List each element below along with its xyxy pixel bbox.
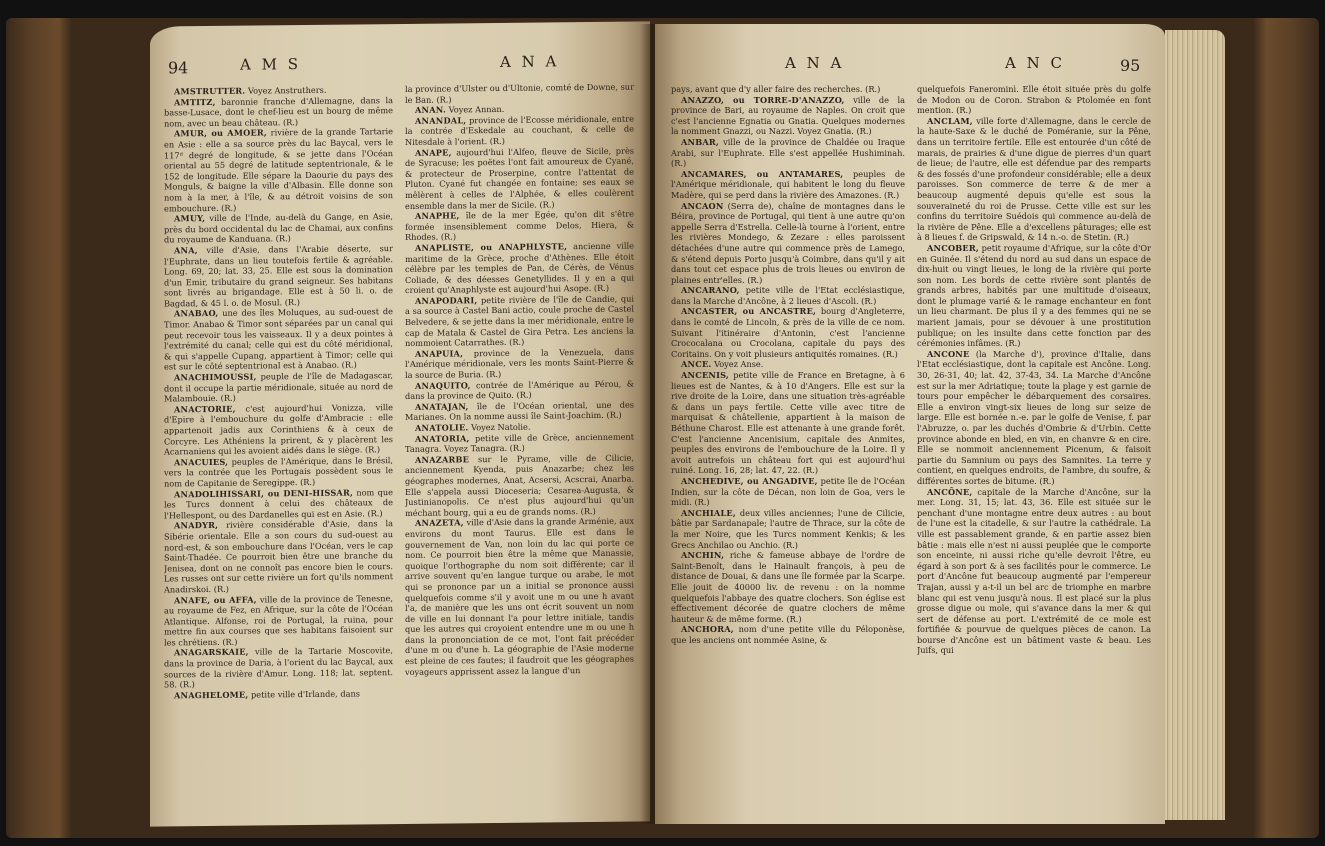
left-page-header: [150, 51, 650, 82]
entry-headword: ANATOLIE.: [415, 422, 469, 433]
dictionary-entry: [405, 516, 634, 677]
dictionary-entry: [671, 84, 905, 95]
entry-text: Voyez Anse.: [714, 359, 764, 370]
dictionary-entry: [405, 145, 634, 211]
entry-headword: ANAGARSKAIE,: [174, 647, 249, 658]
entry-text: ville d'Asie dans la grande Arménie, aux environs du mont Taurus. Elle est dans le gouvernement de Van, non loin du lac qui porte ce nom. Ce pourroit bien être la même que Manassie, quoique l'orthographe du nom soit différente; car il arrive souvent qu'en langue turque ou arabe, le mot qui se prononce par un a initial se prononce aussi quelquefois comme s'il y avoit une m ou une h avant l'a, de manière que les uns ont écrit souvent un nom de ville en lui donnant l'a pour lettre initiale, tandis que les autres qui croyoient entendre une m ou une h dans la prononciation de ce mot, l'ont fait précéder d'une m ou d'une h. La géographie de l'Asie moderne est pleine de ces fautes; il faudroit que les géographes voyageurs apprissent assez la langue d'un: [405, 515, 634, 677]
entry-headword: ANCHIALE,: [681, 507, 736, 518]
entry-text: Voyez Annan.: [448, 104, 505, 115]
dictionary-entry: [405, 113, 634, 147]
dictionary-entry: [405, 378, 634, 402]
entry-headword: ANCHIN,: [681, 550, 725, 561]
dictionary-entry: [917, 243, 1151, 349]
entry-text: ville de l'Inde, au-delà du Gange, en Asie, près du bord occidental du lac de Chamai, aux confins du royaume de Kanduana. (R.): [164, 211, 393, 245]
entry-text: sur le Pyrame, ville de Cilicie, anciennement Kyenda, puis Anazarbe; chez les géographes modernes, Anat, Acsersi, Acscrai, Anarba. Elle s'appela aussi Dioceseria; Cesarea-Augusta, & Justinianopolis. Ce n'est plus aujourd'hui qu'un méchant bourg, qui a eu de grands noms. (R.): [405, 452, 634, 518]
entry-headword: ANCE.: [681, 359, 712, 370]
dictionary-entry: [164, 646, 393, 691]
entry-text: peuples de l'Amérique méridionale, qui habitent le long du fleuve Madère, qui se perd dans la rivière des Amazones. (R.): [671, 168, 905, 200]
entry-headword: ANAN.: [415, 104, 446, 116]
entry-text: petit royaume d'Afrique, sur la côte d'Or en Guinée. Il s'étend du nord au sud dans un espace de dix-huit ou vingt lieues, le long de la rivière qui porte son nom. Les bords de cette rivière sont plantés de grands arbres, habités par une multitude d'oiseaux, dont le plumage varié & le ramage enchanteur en font un lieu charmant. De plus il y a des femmes qui ne se marient jamais, pour se dévouer à une prostitution publique; on les insulte dans cette fonction par des cérémonies infâmes. (R.): [917, 242, 1151, 349]
dictionary-entry: [405, 399, 634, 423]
dictionary-entry: [164, 370, 393, 404]
dictionary-entry: [671, 137, 905, 169]
entry-headword: AMTITZ,: [174, 96, 216, 107]
dictionary-entry: [405, 431, 634, 455]
entry-headword: ANCOBER,: [927, 242, 979, 253]
entry-text: ville d'Asie, dans l'Arabie déserte, sur l'Euphrate, dans un lieu toutefois fertile & agréable. Long. 69, 20; lat. 33, 25. Elle est sous la domination d'un Emir, tributaire du grand seigneur. Ses habitans sont livrés au brigandage. Elle est à 50 li. o. de Bagdad, & 45 l. o. de Mosul. (R.): [164, 242, 393, 309]
entry-headword: ANABAO,: [174, 308, 219, 319]
dictionary-entry: [164, 518, 393, 595]
entry-headword: ANAGHELOME,: [174, 689, 249, 701]
entry-text: capitale de la Marche d'Ancône, sur la mer. Long. 31, 15; lat. 43, 36. Elle est située sur le penchant d'une montagne entre deux autres : au bout de l'une est la citadelle, & sur l'autre la cathédrale. La ville est passablement grande, & en partie assez bien bâtie : mais elle n'est ni aussi peuplée que le comporte son enceinte, ni aussi riche qu'elle devroit l'être, eu égard à son port & à ses facilités pour le commerce. Le port d'Ancône fut beaucoup augmenté par l'empereur Trajan, aussi y a-t-il un bel arc de triomphe en marbre blanc qui est venu jusqu'à nous. Il est placé sur la plus grosse digue ou mole, qui s'avance dans la mer & qui sert de défense au port. L'extrémité de ce mole est fortifiée & pourvue de quelques pièces de canon. La bourse d'Ancône est un bâtiment vaste & beau. Les Juifs, qui: [917, 486, 1151, 656]
entry-text: province de l'Ecosse méridionale, entre la contrée d'Eskedale au couchant, & celle de Nitesdale à l'orient. (R.): [405, 113, 634, 147]
entry-text: peuple de l'île de Madagascar, dont il occupe la partie méridionale, située au nord de Malambouie. (R.): [164, 370, 393, 404]
entry-text: ville de la Tartarie Moscovite, dans la province de Daria, à l'orient du lac Baycal, aux sources de la rivière d'Amur. Long. 118; lat. septent. 58. (R.): [164, 645, 393, 690]
entry-headword: ANAPHE,: [415, 210, 460, 221]
entry-text: petite ville de l'Etat ecclésiastique, dans la Marche d'Ancône, à 2 lieues d'Ascoli. (R.): [671, 285, 905, 306]
entry-text: petite rivière de l'île de Candie, qui a sa source à Castel Bani actio, coule proche de Castel Belvedere, & se jette dans la mer méridionale, entre le cap de Matala & Castel de Gira Petra. Les anciens la nommoient Catarrathes. (R.): [405, 293, 634, 349]
page-number: 95: [1120, 56, 1141, 75]
entry-text: pays, avant que d'y aller faire des recherches. (R.): [671, 84, 881, 94]
dictionary-entry: [671, 476, 905, 508]
entry-text: Voyez Anstruthers.: [247, 84, 327, 96]
dictionary-entry: [164, 307, 393, 373]
entry-headword: ANAPUIA,: [415, 348, 464, 359]
dictionary-entry: [671, 550, 905, 624]
running-head-right: A N A: [500, 52, 560, 71]
entry-headword: ANCHEDIVE, ou ANGADIVE,: [681, 475, 818, 486]
entry-headword: ANAZZO, ou TORRE-D'ANAZZO,: [681, 94, 845, 105]
entry-headword: ANCONE: [927, 348, 970, 359]
dictionary-entry: [164, 593, 393, 648]
dictionary-entry: [671, 370, 905, 476]
dictionary-entry: [164, 402, 393, 457]
dictionary-entry: [405, 293, 634, 348]
entry-text: riche & fameuse abbaye de l'ordre de Saint-Benoît, dans le Hainault françois, à peu de distance de Douai, & dans une île formée par la Scarpe. Elle jouit de 40000 liv. de revenu : on la nomme quelquefois l'abbaye des quatre clochers. Son église est effectivement décorée de quatre clochers de même hauteur & de même forme. (R.): [671, 550, 905, 624]
entry-headword: ANAZETA,: [415, 517, 464, 529]
entry-text: nom d'une petite ville du Péloponèse, que les anciens ont nommée Asine, &: [671, 624, 905, 645]
dictionary-entry: [164, 688, 393, 701]
entry-headword: ANCAMARES, ou ANTAMARES,: [681, 168, 844, 179]
running-head-left: A N A: [785, 54, 845, 72]
dictionary-entry: [405, 240, 634, 295]
dictionary-entry: [671, 306, 905, 359]
entry-headword: ANAZARBE: [415, 454, 470, 465]
entry-headword: ANCÔNE,: [927, 486, 973, 497]
entry-text: petite île de l'Océan Indien, sur la côte de Décan, non loin de Goa, vers le midi. (R.): [671, 475, 905, 508]
entry-headword: AMUY,: [174, 213, 206, 224]
entry-headword: ANAPODARI,: [415, 295, 478, 306]
running-head-left: A M S: [240, 55, 302, 74]
entry-text: nom que les Turcs donnent à celui des châteaux de l'Hellespont, ou des Dardanelles qui est en Asie. (R.): [164, 486, 393, 521]
entry-headword: ANA,: [174, 245, 198, 256]
entry-headword: AMSTRUTTER.: [174, 85, 246, 97]
entry-headword: ANCAON: [681, 200, 724, 211]
dictionary-entry: [917, 349, 1151, 487]
entry-text: (Serra de), chaîne de montagnes dans le Béira, province de Portugal, qui tient à une autre qu'on appelle Serra d'Estrella. Celle-là tourne à l'orient, entre les rivières Mondego, & Zezare : elles paroissent détachées d'une autre qui commence près de Lamego, & s'étend depuis Porto jusqu'à Coimbre, dans qu'il y ait dans tout cet espace plus de trois lieues ou environ de plaines entr'elles. (R.): [671, 200, 905, 285]
entry-headword: ANATORIA,: [415, 432, 470, 444]
dictionary-entry: [405, 209, 634, 243]
entry-headword: ANCHORA,: [681, 624, 734, 635]
dictionary-entry: [917, 487, 1151, 657]
left-page: [150, 21, 650, 826]
dictionary-entry: [671, 169, 905, 201]
entry-headword: ANATAJAN,: [415, 401, 469, 412]
dictionary-entry: [671, 508, 905, 550]
right-page-columns: [671, 84, 1151, 814]
entry-text: petite ville de Grèce, anciennement Tanagra. Voyez Tanagra. (R.): [405, 431, 634, 455]
right-page: [655, 24, 1165, 824]
dictionary-entry: [405, 346, 634, 380]
entry-headword: ANACTORIE,: [174, 403, 236, 415]
column-2: [405, 82, 634, 814]
entry-headword: ANCLAM,: [927, 115, 973, 126]
column-2: [917, 84, 1151, 814]
entry-text: (la Marche d'), province d'Italie, dans l'Etat ecclésiastique, dont la capitale est Ancône. Long. 30, 26-31, 40; lat. 42, 37-43, 34. La Marche d'Ancône est sur la mer Adriatique; toute la plage y est garnie de tours pour empêcher le débarquement des corsaires. Elle a environ vingt-six lieues de long sur seize de large. Elle est bornée n.-e. par le golfe de Venise, f. par l'Abruzze, o. par les duchés d'Ombrie & d'Urbin. Cette province abonde en bled, en vin, en chanvre & en cire. Elle se nommoit anciennement Picenum, & faisoit partie du Samnium ou pays des Samnites. La terre y contient, en quelques endroits, de l'ambre, du soufre, & différentes sortes de bitume. (R.): [917, 348, 1151, 486]
entry-text: c'est aujourd'hui Vonizza, ville d'Epire à l'embouchure du golfe d'Ambracie : elle appartenoit jadis aux Corinthiens & à ceux de Corcyre. Les Athéniens la prirent, & y placèrent les Acarnaniens qui les avoient aidés dans le siège. (R.): [164, 401, 393, 457]
entry-headword: ANACHIMOUSSI,: [174, 371, 257, 383]
dictionary-entry: [405, 452, 634, 518]
dictionary-entry: [917, 84, 1151, 116]
entry-text: île de l'Océan oriental, une des Marianes. On la nomme aussi île Saint-Joachim. (R.): [405, 399, 634, 423]
entry-text: bourg d'Angleterre, dans le comté de Lincoln, & près de la ville de ce nom. Suivant l'itinéraire d'Antonin, c'est l'ancienne Crococalana ou Crocolana, capitale du pays des Coritains. On y voit plusieurs antiquités romaines. (R.): [671, 306, 905, 359]
entry-text: quelquefois Fanerominì. Elle étoit située près du golfe de Modon ou de Coron. Strabon & Ptolomée en font mention. (R.): [917, 84, 1151, 116]
column-1: [671, 84, 905, 814]
running-head-right: A N C: [1005, 54, 1065, 72]
entry-headword: ANANDAL,: [415, 115, 467, 126]
entry-text: aujourd'hui l'Alfeo, fleuve de Sicile, près de Syracuse; les poëtes l'ont fait amoureux de Cyané, & protecteur de Proserpine, contre l'attentat de Pluton. Cyané fut changée en fontaine; ses eaux se mêlèrent à celles de l'Alphée, & elles coulèrent ensemble dans la mer de Sicile. (R.): [405, 145, 634, 211]
entry-text: contrée de l'Amérique au Pérou, & dans la province de Quito. (R.): [405, 378, 634, 402]
dictionary-entry: [917, 116, 1151, 243]
dictionary-entry: [671, 201, 905, 286]
entry-headword: AMUR, ou AMOER,: [174, 127, 267, 139]
entry-text: province de la Venezuela, dans l'Amérique méridionale, vers les monts Saint-Pierre & la source de Buria. (R.): [405, 346, 634, 380]
entry-text: ville de la province de Chaldée ou Iraque Arabi, sur l'Euphrate. Elle s'est appellée Hushiminah. (R.): [671, 136, 905, 169]
page-number: 94: [168, 58, 189, 78]
entry-headword: ANACUIES,: [174, 456, 229, 468]
dictionary-entry: [671, 285, 905, 306]
entry-headword: ANAQUITO,: [415, 379, 471, 391]
entry-headword: ANCASTER, ou ANCASTRE,: [681, 306, 817, 317]
entry-headword: ANCARANO,: [681, 285, 740, 296]
entry-text: petite ville d'Irlande, dans: [251, 688, 360, 700]
entry-text: la province d'Ulster ou d'Ultonie, comté de Downe, sur le Ban. (R.): [405, 81, 634, 105]
entry-text: petite ville de France en Bretagne, à 6 lieues est de Nantes, & à 10 d'Angers. Elle est sur la rive droite de la Loire, dans une situation très-agréable & dans un pays fertile. Cette ville avec titre de marquisat & châtellenie, appartient à la maison de Béthune Charost. Elle est attenante à une grande forêt. C'est l'ancienne Ancenisium, capitale des Anmites, peuples des environs de l'embouchure de la Loire. Il y avoit autrefois un château fort qui est aujourd'hui ruiné. Long. 16, 28; lat. 47, 22. (R.): [671, 370, 905, 476]
dictionary-entry: [164, 95, 393, 129]
entry-headword: ANADOLIHISSARI, ou DENI-HISSAR,: [174, 487, 354, 499]
dictionary-entry: [164, 243, 393, 309]
dictionary-entry: [164, 126, 393, 213]
entry-headword: ANAFE, ou AFFA,: [174, 593, 257, 605]
entry-headword: ANCENIS,: [681, 370, 729, 381]
entry-headword: ANBAR,: [681, 136, 719, 147]
page-edges: [1165, 30, 1225, 820]
entry-text: île de la mer Egée, qu'on dit s'être formée insensiblement comme Delos, Hiera, & Rhodes. (R.): [405, 208, 634, 243]
entry-text: deux villes anciennes; l'une de Cilicie, bâtie par Sardanapale; l'autre de Thrace, sur la côte de la mer Noire, que les Turcs nomment Kenkis; & les Grecs Anchilao ou Anchio. (R.): [671, 507, 905, 550]
entry-text: ancienne ville maritime de la Grèce, proche d'Athènes. Elle étoit célèbre par les temples de Pan, de Cérès, de Vénus Coliade, & des déesses Genetyllides. Il y en a qui croient qu'Anaphlyste est aujourd'hui Asope. (R.): [405, 240, 634, 296]
column-1: [164, 84, 393, 816]
entry-text: une des îles Moluques, au sud-ouest de Timor. Anabao & Timor sont séparées par un canal qui peut recevoir tous les vaisseaux. Il y a deux pointes à l'extrémité du canal; celle qui est du côté méridional, & qui s'appelle Cupang, appartient à Timor; celle qui est sur le côté septentrional est à Anabao. (R.): [164, 306, 393, 372]
dictionary-entry: [164, 455, 393, 489]
right-page-header: [655, 54, 1165, 80]
entry-text: peuples de l'Amérique, dans le Brésil, vers la contrée que les Portugais possèdent sous le nom de Capitanie de Seregippe. (R.): [164, 454, 393, 489]
dictionary-entry: [671, 624, 905, 645]
entry-text: Voyez Natolie.: [471, 421, 531, 433]
entry-text: rivière de la grande Tartarie en Asie : elle a sa source près du lac Baycal, vers le 117ᵈ degré de longitude, & se jette dans l'Océan oriental au 55 degré de latitude septentrionale, & le 152 de longitude. Elle sépare la Daourie du pays des Monguls, & baigne la ville d'Albasin. Elle donne son nom à la mer, à l'île, & au détroit voisins de son embouchure. (R.): [164, 126, 393, 214]
left-page-columns: [164, 82, 634, 817]
dictionary-entry: [164, 211, 393, 245]
entry-text: ville forte d'Allemagne, dans le cercle de la haute-Saxe & le duché de Poméranie, sur la Pêne, dans un territoire fertile. Elle est entourée d'un côté de marais, de prairies & d'une digue de pierres d'un quart de lieue; de l'autre, elle est défendue par des remparts & des fossés d'une profondeur considérable; elle a deux paroisses. Son commerce de terre & de mer a beaucoup augmenté depuis qu'elle est sous la souveraineté du roi de Prusse. Cette ville est sur les confins du territoire Suédois qui commence au-delà de la rivière de Pêne. Elle a d'excellens pâturages; elle est à 8 lieues f. de Gripswald, & 14 n.-o. de Stetin. (R.): [917, 115, 1151, 243]
entry-headword: ANADYR,: [174, 520, 219, 531]
entry-text: baronnie franche d'Allemagne, dans la basse-Lusace, dont le chef-lieu est un bourg de même nom, avec un beau château. (R.): [164, 94, 393, 129]
dictionary-entry: [671, 95, 905, 137]
dictionary-entry: [671, 359, 905, 370]
dictionary-entry: [164, 487, 393, 521]
entry-headword: ANAPLISTE, ou ANAPHLYSTE,: [415, 241, 568, 253]
entry-text: ville de la province de Bari, au royaume de Naples. On croit que c'est l'ancienne Egnatia ou Gnatia. Quelques modernes la nomment Gnazzi, ou Nazzi. Voyez Gnatia. (R.): [671, 94, 905, 137]
dictionary-entry: [405, 82, 634, 106]
entry-text: ville de la province de Tenesne, au royaume de Fez, en Afrique, sur la côte de l'Océan Atlantique. Alfonse, roi de Portugal, la ruina, pour mettre fin aux courses que ses habitans faisoient sur les chrétiens. (R.): [164, 592, 393, 648]
entry-text: rivière considérable d'Asie, dans la Sibérie orientale. Elle a son cours du sud-ouest au nord-est, & son embouchure dans l'Océan, vers le cap Saint-Thadée. Ce pourroit bien être une branche du Jenisea, dont on ne connoît pas encore bien le cours. Les russes ont sur cette rivière un fort qu'ils nomment Anadirskoi. (R.): [164, 518, 393, 595]
entry-headword: ANAPE,: [415, 147, 452, 158]
